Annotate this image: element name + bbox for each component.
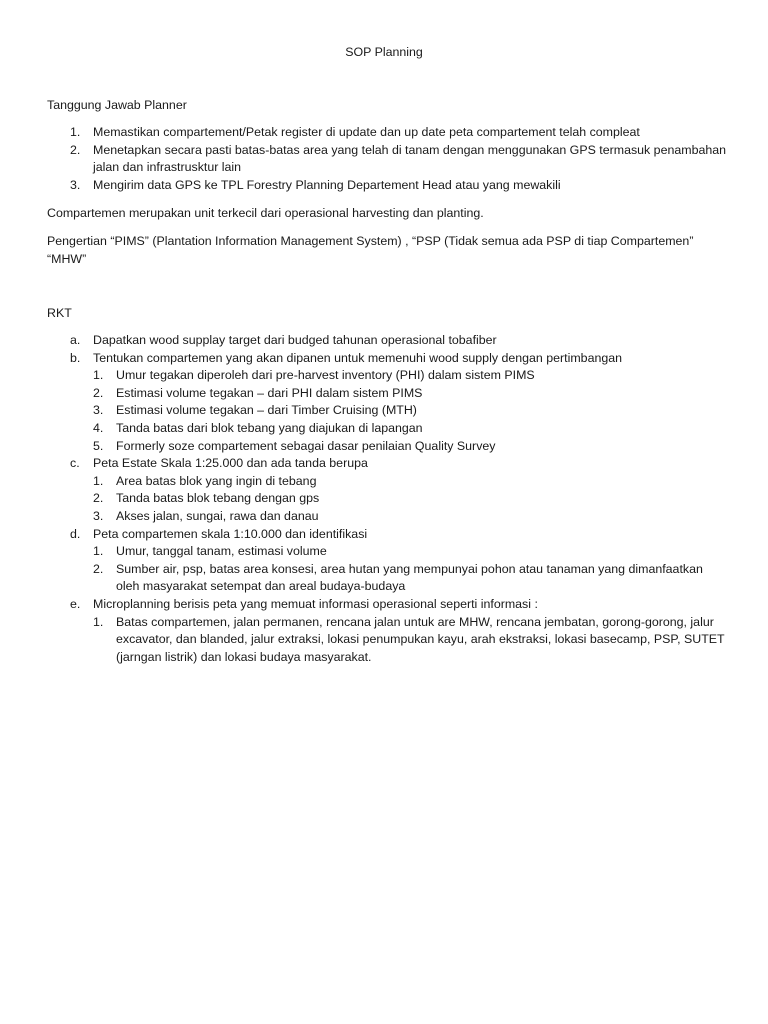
item-text: Formerly soze compartement sebagai dasar penilaian Quality Survey	[116, 438, 496, 453]
item-text: Area batas blok yang ingin di tebang	[116, 473, 317, 488]
document-title: SOP Planning	[345, 45, 423, 59]
item-letter: c.	[70, 456, 80, 471]
sub-item	[47, 438, 728, 456]
sub-item	[47, 614, 728, 667]
item-text: Microplanning berisis peta yang memuat informasi operasional seperti informasi :	[93, 596, 538, 611]
section-heading-rkt: RKT	[47, 306, 72, 320]
rkt-list	[47, 332, 728, 666]
item-number: 1.	[93, 544, 104, 559]
item-text: Akses jalan, sungai, rawa dan danau	[116, 508, 319, 523]
item-text: Memastikan compartement/Petak register di update dan up date peta compartement telah compleat	[93, 125, 640, 139]
sub-item	[47, 367, 728, 385]
sub-item	[47, 490, 728, 508]
item-text: Estimasi volume tegakan – dari PHI dalam sistem PIMS	[116, 385, 423, 400]
item-text: Umur tegakan diperoleh dari pre-harvest inventory (PHI) dalam sistem PIMS	[116, 368, 535, 383]
section-heading: Tanggung Jawab Planner	[47, 98, 187, 112]
item-number: 3.	[93, 403, 104, 418]
list-item-d	[47, 526, 728, 544]
item-letter: b.	[70, 350, 81, 365]
item-letter: a.	[70, 333, 81, 347]
item-text: Batas compartemen, jalan permanen, rencana jalan untuk are MHW, rencana jembatan, gorong-gorong, jalur excavator, dan blanded, jalur extraksi, lokasi penumpukan kayu, arah ekstraksi, lokasi basecamp, PSP, SUTET (jarngan listrik) dan lokasi budaya masyarakat.	[116, 614, 725, 664]
paragraph-compartemen: Compartemen merupakan unit terkecil dari operasional harvesting dan planting.	[47, 206, 484, 220]
item-letter: d.	[70, 526, 81, 541]
item-text: Menetapkan secara pasti batas-batas area yang telah di tanam dengan menggunakan GPS termasuk penambahan jalan dan infrastrusktur lain	[93, 142, 727, 175]
list-item	[47, 177, 728, 195]
list-item-b	[47, 350, 728, 368]
item-number: 1.	[93, 368, 104, 383]
item-text: Peta Estate Skala 1:25.000 dan ada tanda berupa	[93, 456, 368, 471]
list-item	[47, 142, 728, 177]
list-item-c	[47, 455, 728, 473]
sub-item	[47, 473, 728, 491]
item-number: 5.	[93, 438, 104, 453]
sub-item	[47, 420, 728, 438]
section-responsibilities	[47, 97, 728, 115]
item-text: Tanda batas blok tebang dengan gps	[116, 491, 320, 506]
item-number: 1.	[93, 614, 104, 629]
responsibilities-list	[47, 124, 728, 194]
item-number: 3.	[93, 508, 104, 523]
item-number: 3.	[70, 177, 81, 192]
item-text: Dapatkan wood supplay target dari budged tahunan operasional tobafiber	[93, 333, 497, 347]
item-number: 2.	[93, 385, 104, 400]
item-number: 2.	[93, 561, 104, 576]
sub-item	[47, 561, 728, 596]
sub-item	[47, 543, 728, 561]
item-number: 4.	[93, 420, 104, 435]
item-text: Tentukan compartemen yang akan dipanen untuk memenuhi wood supply dengan pertimbangan	[93, 350, 623, 365]
list-item-e	[47, 596, 728, 614]
item-text: Sumber air, psp, batas area konsesi, area hutan yang mempunyai pohon atau tanaman yang dimanfaatkan oleh masyarakat setempat dan areal budaya-budaya	[116, 561, 703, 594]
item-number: 2.	[93, 491, 104, 506]
sub-item	[47, 402, 728, 420]
item-text: Mengirim data GPS ke TPL Forestry Planning Departement Head atau yang mewakili	[93, 177, 561, 192]
item-number: 1.	[93, 473, 104, 488]
item-number: 2.	[70, 142, 81, 157]
sub-item	[47, 385, 728, 403]
item-text: Peta compartemen skala 1:10.000 dan identifikasi	[93, 526, 368, 541]
item-number: 1.	[70, 125, 81, 139]
list-item	[47, 124, 728, 142]
list-item-a	[47, 332, 728, 350]
sub-item	[47, 508, 728, 526]
item-text: Estimasi volume tegakan – dari Timber Cruising (MTH)	[116, 403, 417, 418]
item-text: Umur, tanggal tanam, estimasi volume	[116, 544, 327, 559]
paragraph-definitions: Pengertian “PIMS” (Plantation Information Management System) , “PSP (Tidak semua ada PSP di tiap Compartemen” “MHW”	[47, 234, 694, 266]
item-text: Tanda batas dari blok tebang yang diajukan di lapangan	[116, 420, 423, 435]
item-letter: e.	[70, 596, 81, 611]
